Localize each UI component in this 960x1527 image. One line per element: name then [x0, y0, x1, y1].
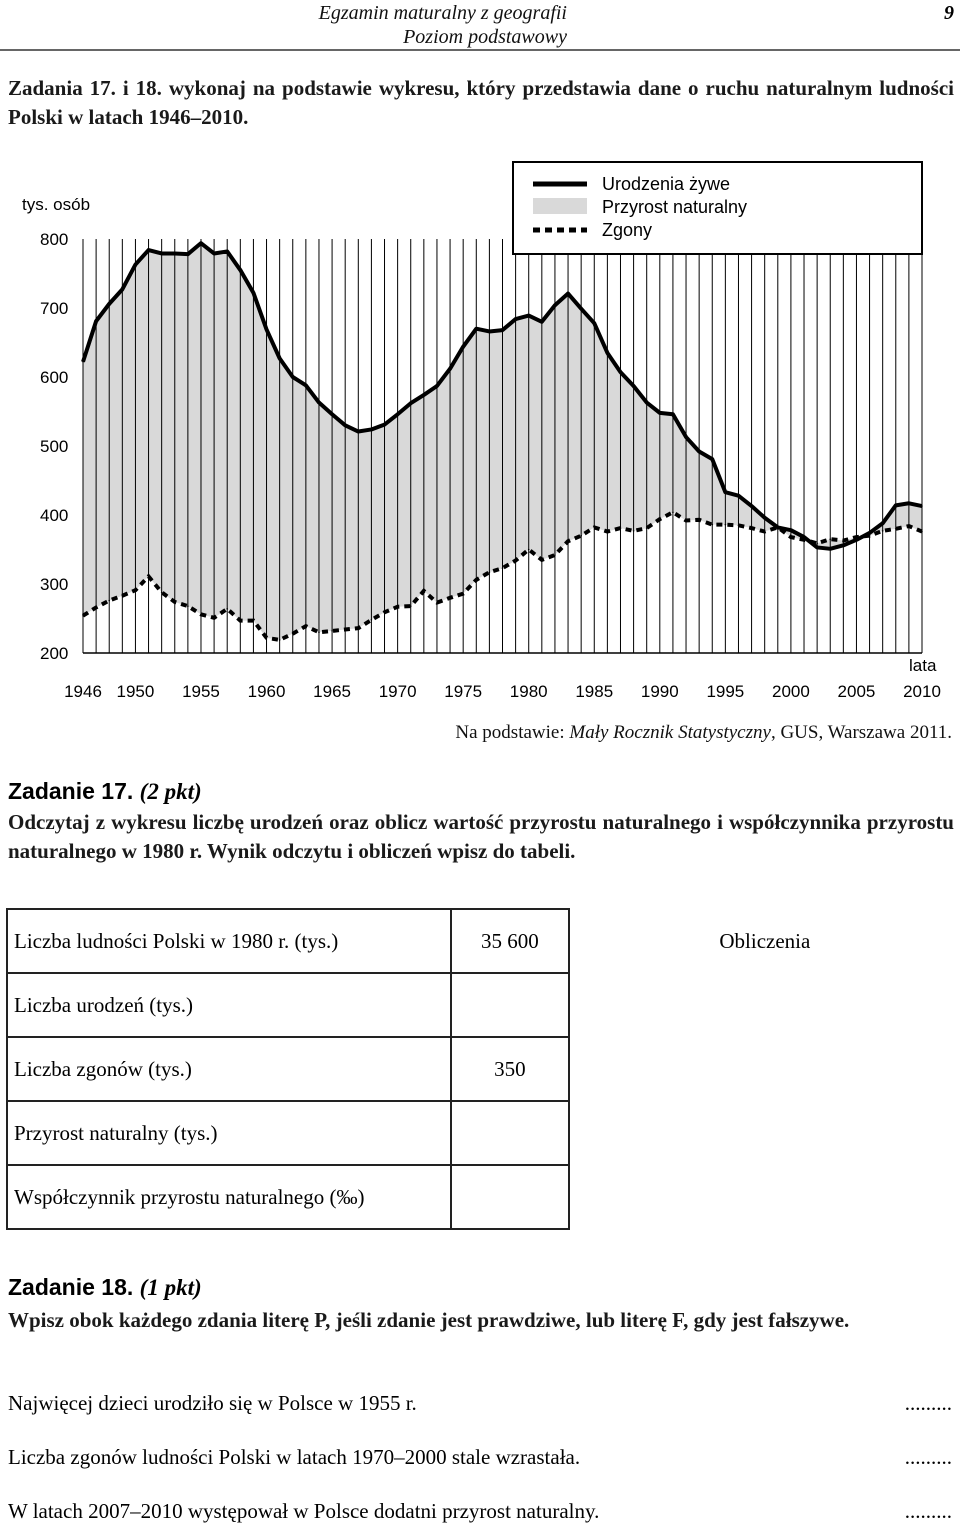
deaths-point: [108, 600, 110, 602]
births-point: [738, 495, 740, 497]
x-tick-label: 2005: [837, 682, 876, 701]
x-tick-label: 1955: [182, 682, 220, 701]
births-point: [790, 529, 792, 531]
x-tick-label: 1985: [575, 682, 614, 701]
deaths-point: [122, 595, 124, 597]
births-point: [449, 368, 451, 370]
deaths-point: [135, 589, 137, 591]
births-point: [82, 361, 84, 363]
births-point: [226, 251, 228, 253]
deaths-point: [357, 627, 359, 629]
task17-instruction: Odczytaj z wykresu liczbę urodzeń oraz oblicz wartość przyrostu naturalnego i współczynnika przyrostu naturalnego w 1980 r. Wynik odczytu i obliczeń wpisz do tabeli.: [8, 810, 954, 863]
births-point: [240, 269, 242, 271]
task18-points: (1 pkt): [139, 1275, 202, 1300]
y-tick-label: 400: [40, 506, 69, 525]
task18-instruction: Wpisz obok każdego zdania literę P, jeśli zdanie jest prawdziwe, lub literę F, gdy jest fałszywe.: [8, 1308, 850, 1332]
task17-number: Zadanie 17.: [8, 778, 134, 804]
deaths-point: [908, 525, 910, 527]
deaths-point: [607, 531, 609, 533]
births-point: [318, 402, 320, 404]
births-point: [659, 412, 661, 414]
deaths-point: [397, 606, 399, 608]
deaths-point: [449, 597, 451, 599]
deaths-point: [475, 579, 477, 581]
births-point: [410, 402, 412, 404]
x-tick-label: 2000: [771, 682, 810, 701]
increase-answer-cell[interactable]: [451, 1101, 569, 1165]
source-prefix: Na podstawie:: [455, 722, 570, 743]
header-title: Egzamin maturalny z geografii: [318, 2, 567, 24]
births-point: [174, 253, 176, 255]
births-point: [528, 315, 530, 317]
deaths-point: [882, 530, 884, 532]
deaths-point: [528, 549, 530, 551]
deaths-point: [82, 615, 84, 617]
row-label: Liczba urodzeń (tys.): [7, 973, 451, 1037]
births-point: [187, 253, 189, 255]
deaths-point: [764, 531, 766, 533]
deaths-point: [318, 632, 320, 634]
statement-text: Najwięcej dzieci urodziło się w Polsce w 1955 r.: [8, 1391, 417, 1415]
header-level: Poziom podstawowy: [403, 26, 567, 48]
intro-text: Zadania 17. i 18. wykonaj na podstawie wykresu, który przedstawia dane o ruchu naturalnym ludności Polski w latach 1946–2010.: [8, 76, 954, 129]
deaths-point: [843, 540, 845, 542]
answer-blank[interactable]: .........: [904, 1391, 952, 1415]
x-tick-label: 1960: [247, 682, 286, 701]
births-point: [292, 376, 294, 378]
births-point: [725, 491, 727, 493]
deaths-point: [738, 525, 740, 527]
x-axis-label: lata: [909, 656, 937, 675]
x-tick-label: 1946: [64, 682, 102, 701]
statement-text: W latach 2007–2010 występował w Polsce dodatni przyrost naturalny.: [8, 1499, 600, 1523]
deaths-point: [593, 527, 595, 529]
births-point: [436, 385, 438, 387]
births-point: [95, 320, 97, 322]
births-point: [384, 424, 386, 426]
statement-item: [8, 1391, 952, 1419]
calc-cell[interactable]: [569, 909, 960, 1229]
legend-label-increase: Przyrost naturalny: [602, 197, 748, 217]
deaths-point: [580, 535, 582, 537]
births-point: [567, 293, 569, 295]
page-number: 9: [944, 2, 954, 24]
deaths-point: [869, 535, 871, 537]
deaths-point: [856, 536, 858, 538]
deaths-point: [515, 560, 517, 562]
births-point: [266, 329, 268, 331]
deaths-point: [502, 567, 504, 569]
births-point: [135, 264, 137, 266]
deaths-point: [725, 524, 727, 526]
births-point: [895, 505, 897, 507]
x-tick-label: 1950: [116, 682, 155, 701]
births-point: [489, 331, 491, 333]
task17-points: (2 pkt): [139, 779, 202, 804]
demographic-chart: [0, 150, 960, 710]
y-axis-label: tys. osób: [22, 195, 91, 214]
births-answer-cell[interactable]: [451, 973, 569, 1037]
births-point: [593, 322, 595, 324]
deaths-point: [541, 559, 543, 561]
statement-item: [8, 1499, 952, 1527]
births-point: [869, 532, 871, 534]
x-tick-label: 1970: [378, 682, 417, 701]
deaths-point: [633, 530, 635, 532]
deaths-point: [921, 531, 923, 533]
births-point: [751, 505, 753, 507]
deaths-point: [489, 571, 491, 573]
rate-answer-cell[interactable]: [451, 1165, 569, 1229]
deaths-point: [711, 524, 713, 526]
births-point: [908, 502, 910, 504]
deaths-point: [95, 607, 97, 609]
deaths-point: [384, 611, 386, 613]
deaths-point: [436, 602, 438, 604]
births-point: [331, 413, 333, 415]
y-tick-label: 800: [40, 230, 69, 249]
deaths-point: [685, 520, 687, 522]
births-point: [423, 394, 425, 396]
x-tick-label: 1980: [509, 682, 548, 701]
deaths-point: [174, 601, 176, 603]
deaths-point: [292, 633, 294, 635]
chart-legend: [513, 162, 922, 254]
deaths-point: [187, 605, 189, 607]
births-point: [253, 292, 255, 294]
births-point: [633, 385, 635, 387]
deaths-point: [266, 637, 268, 639]
births-point: [108, 303, 110, 305]
births-point: [213, 253, 215, 255]
task18-number: Zadanie 18.: [8, 1274, 134, 1300]
statement-item: [8, 1445, 952, 1473]
row-value: 35 600: [451, 909, 569, 973]
births-point: [475, 328, 477, 330]
answer-blank[interactable]: .........: [904, 1445, 952, 1469]
births-point: [856, 539, 858, 541]
y-tick-label: 200: [40, 644, 69, 663]
deaths-point: [410, 605, 412, 607]
source-title: Mały Rocznik Statystyczny: [569, 722, 771, 743]
deaths-point: [567, 540, 569, 542]
calc-header: Obliczenia: [719, 929, 811, 953]
x-tick-label: 1965: [313, 682, 351, 701]
births-point: [397, 413, 399, 415]
deaths-point: [646, 527, 648, 529]
deaths-point: [777, 527, 779, 529]
births-point: [502, 329, 504, 331]
births-point: [620, 371, 622, 373]
births-point: [541, 321, 543, 323]
x-tick-label: 1995: [706, 682, 745, 701]
births-point: [462, 346, 464, 348]
table-row: [7, 909, 960, 973]
births-point: [161, 253, 163, 255]
births-point: [882, 522, 884, 524]
births-point: [711, 458, 713, 460]
legend-label-births: Urodzenia żywe: [602, 174, 731, 194]
deaths-point: [305, 625, 307, 627]
header-divider: [0, 49, 960, 51]
births-point: [305, 384, 307, 386]
deaths-point: [331, 630, 333, 632]
deaths-point: [279, 639, 281, 641]
deaths-point: [462, 593, 464, 595]
deaths-point: [698, 519, 700, 521]
deaths-point: [240, 620, 242, 622]
births-point: [698, 451, 700, 453]
y-tick-label: 500: [40, 437, 69, 456]
deaths-point: [148, 576, 150, 578]
deaths-point: [620, 527, 622, 529]
births-point: [764, 517, 766, 519]
births-point: [200, 242, 202, 244]
deaths-point: [672, 511, 674, 513]
deaths-point: [213, 617, 215, 619]
births-point: [515, 318, 517, 320]
statement-text: Liczba zgonów ludności Polski w latach 1970–2000 stale wzrastała.: [8, 1445, 581, 1469]
deaths-point: [751, 527, 753, 529]
x-tick-label: 2010: [903, 682, 941, 701]
births-point: [672, 413, 674, 415]
births-point: [816, 547, 818, 549]
births-point: [607, 352, 609, 354]
births-point: [685, 436, 687, 438]
births-point: [371, 429, 373, 431]
deaths-point: [829, 538, 831, 540]
deaths-point: [253, 620, 255, 622]
task17-title: [8, 778, 202, 805]
deaths-point: [659, 518, 661, 520]
deaths-point: [226, 608, 228, 610]
task18-title: [8, 1274, 202, 1301]
legend-swatch-increase: [533, 198, 587, 214]
births-point: [580, 308, 582, 310]
y-tick-label: 700: [40, 299, 69, 318]
births-point: [829, 548, 831, 550]
births-point: [122, 289, 124, 291]
births-point: [921, 505, 923, 507]
row-label: Liczba ludności Polski w 1980 r. (tys.): [7, 909, 451, 973]
births-point: [279, 358, 281, 360]
deaths-point: [803, 539, 805, 541]
row-label: Przyrost naturalny (tys.): [7, 1101, 451, 1165]
y-tick-label: 300: [40, 575, 69, 594]
y-tick-label: 600: [40, 368, 69, 387]
births-point: [803, 536, 805, 538]
answer-blank[interactable]: .........: [904, 1499, 952, 1523]
births-point: [554, 304, 556, 306]
x-tick-label: 1975: [444, 682, 483, 701]
deaths-point: [554, 554, 556, 556]
legend-label-deaths: Zgony: [602, 220, 653, 240]
task17-table: [6, 908, 960, 1230]
row-label: Współczynnik przyrostu naturalnego (‰): [7, 1165, 451, 1229]
source-suffix: , GUS, Warszawa 2011.: [770, 722, 952, 743]
deaths-point: [161, 591, 163, 593]
deaths-point: [371, 619, 373, 621]
deaths-point: [423, 590, 425, 592]
deaths-point: [895, 528, 897, 530]
deaths-point: [200, 614, 202, 616]
row-value: 350: [451, 1037, 569, 1101]
births-point: [357, 431, 359, 433]
births-point: [843, 545, 845, 547]
deaths-point: [816, 542, 818, 544]
births-point: [646, 402, 648, 404]
chart-source: [455, 722, 952, 744]
births-point: [344, 425, 346, 427]
births-point: [148, 249, 150, 251]
deaths-point: [790, 536, 792, 538]
deaths-point: [344, 629, 346, 631]
x-tick-label: 1990: [640, 682, 679, 701]
row-label: Liczba zgonów (tys.): [7, 1037, 451, 1101]
